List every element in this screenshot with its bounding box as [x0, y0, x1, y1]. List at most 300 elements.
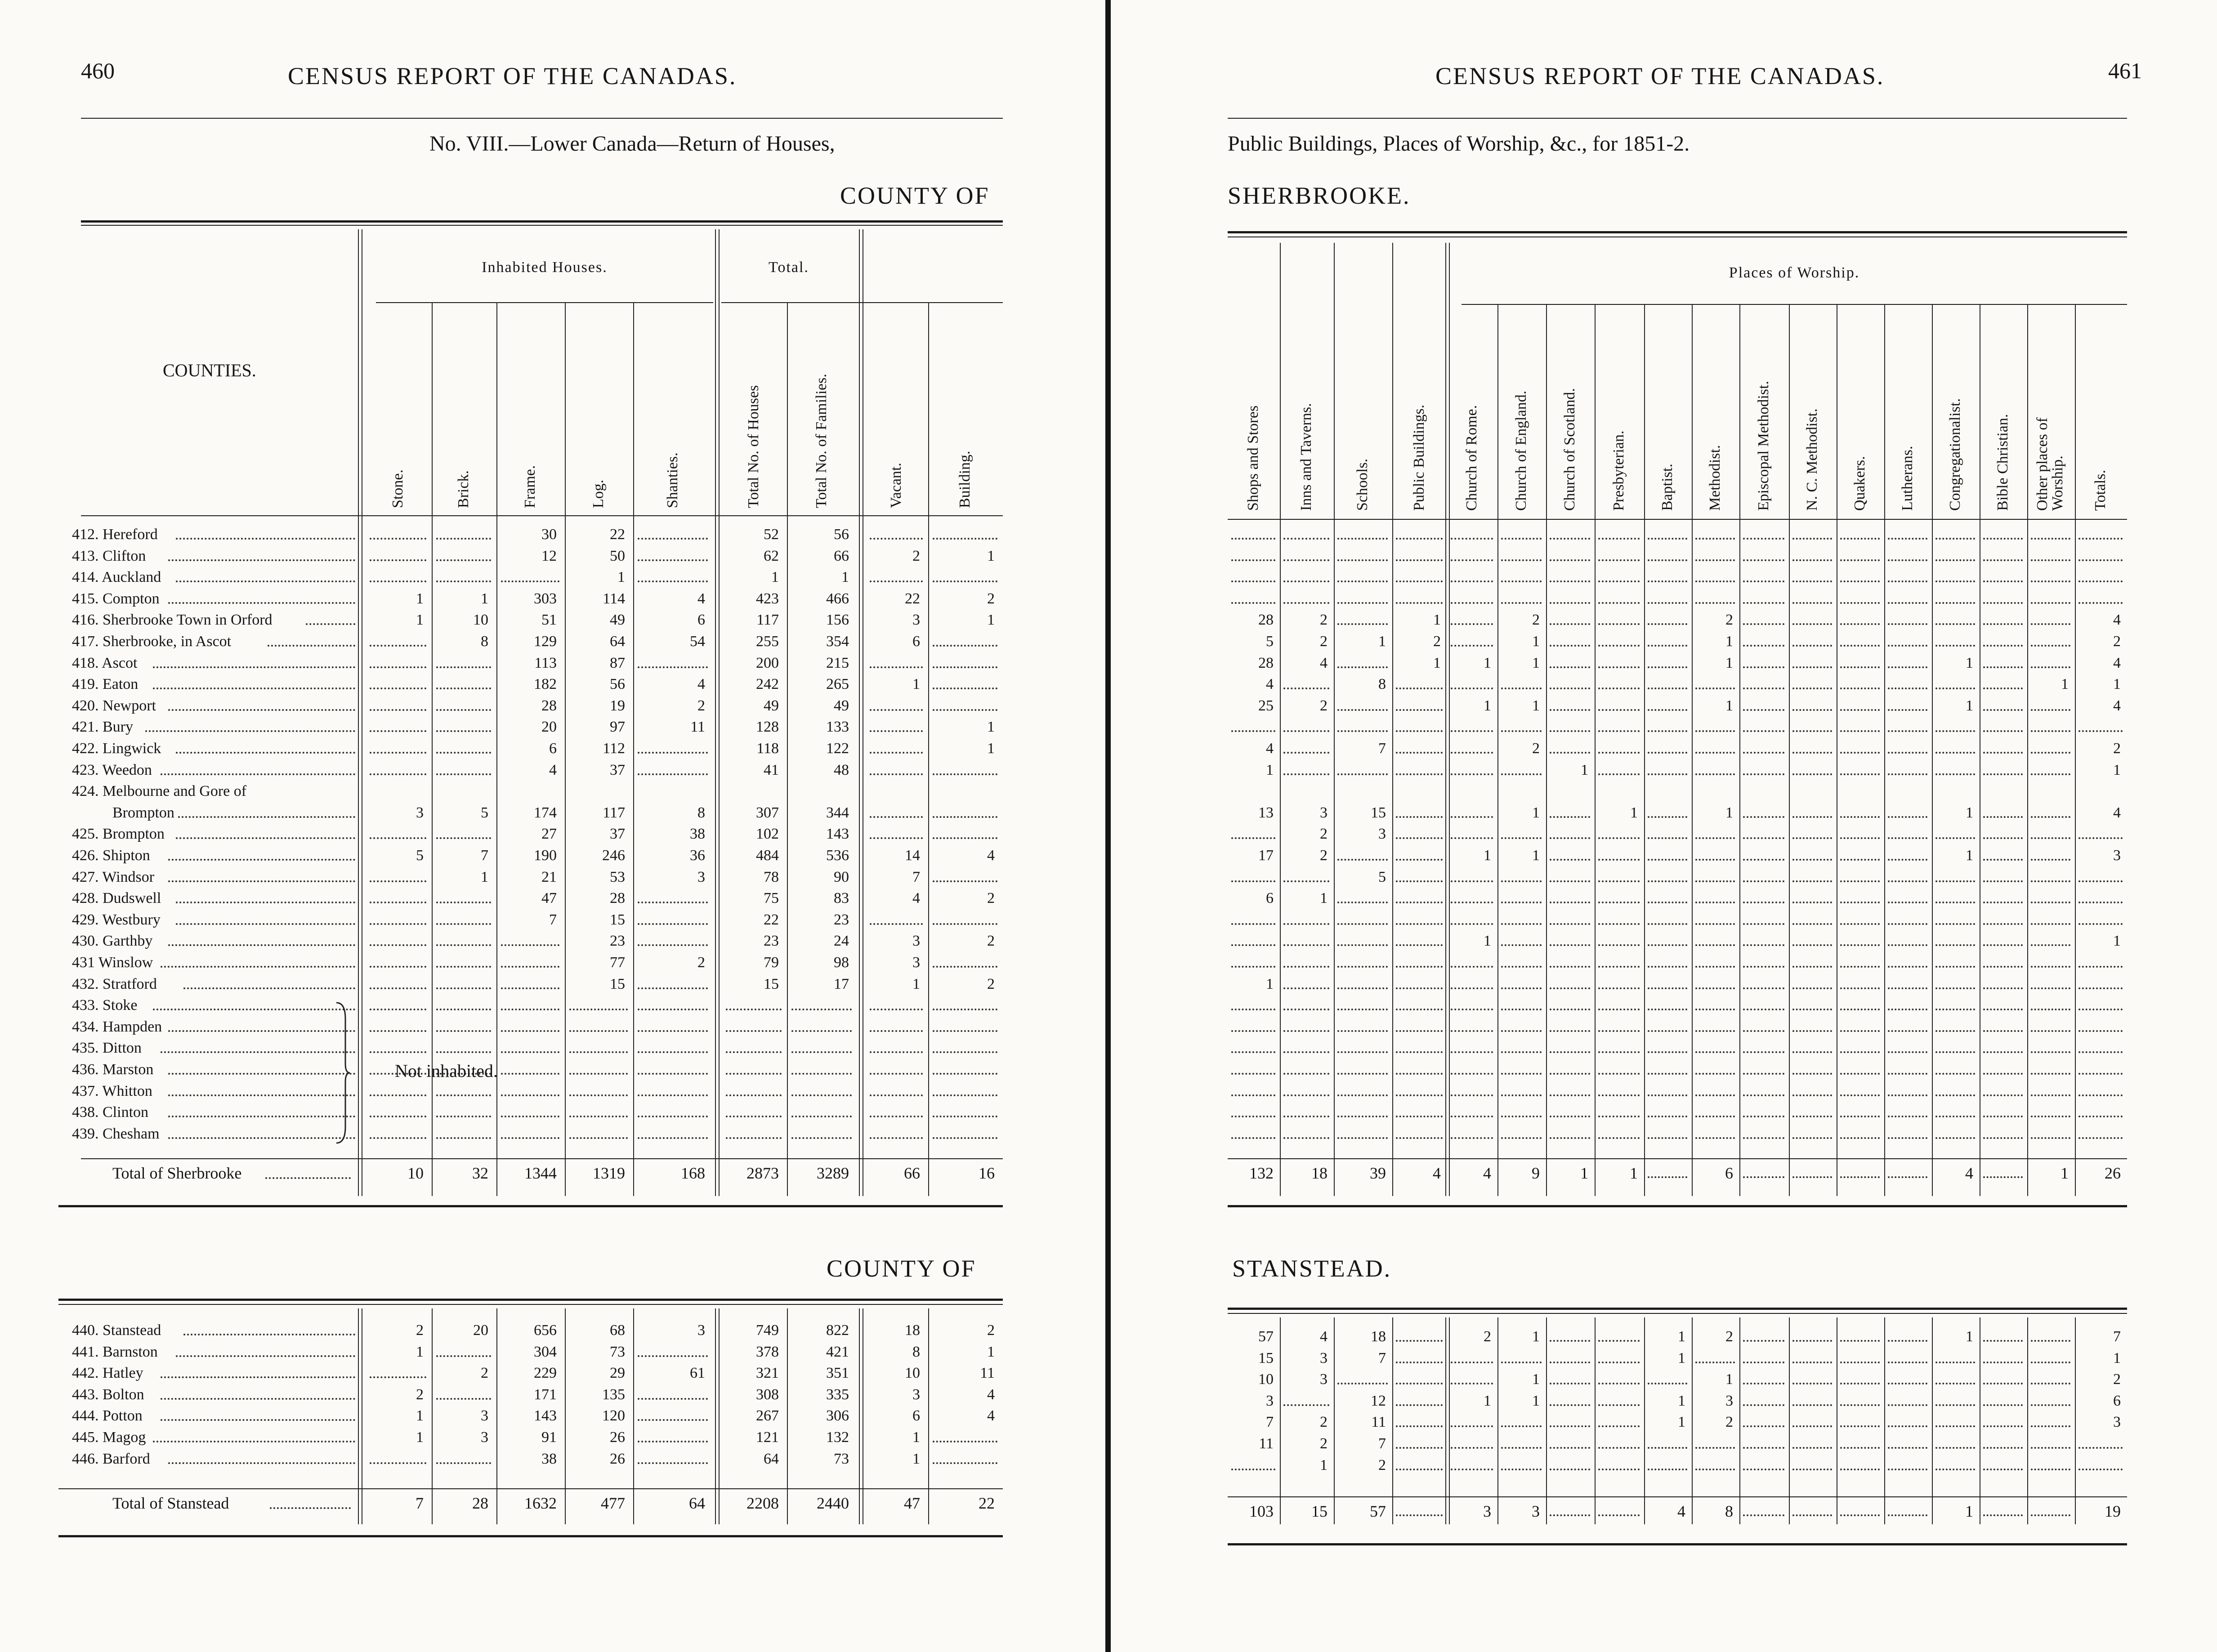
- table-cell: 30: [541, 526, 557, 543]
- empty-cell-dots: [1840, 1424, 1880, 1427]
- table-cell: 2: [481, 1365, 488, 1382]
- total-cell: 18: [1311, 1164, 1328, 1182]
- empty-cell-dots: [870, 580, 923, 582]
- table-cell: 2: [416, 1386, 424, 1403]
- table-cell: 10: [905, 1365, 920, 1382]
- empty-cell-dots: [1550, 580, 1590, 582]
- empty-cell-dots: [1598, 708, 1640, 711]
- table-cell: 1: [1966, 1328, 1973, 1345]
- empty-cell-dots: [870, 537, 923, 540]
- table-cell: 6: [549, 740, 557, 757]
- empty-cell-dots: [1501, 1072, 1542, 1075]
- empty-cell-dots: [2078, 836, 2123, 839]
- county-row-name: 412. Hereford: [72, 526, 158, 543]
- empty-cell-dots: [1396, 1115, 1443, 1117]
- empty-cell-dots: [2031, 537, 2070, 540]
- empty-cell-dots: [1337, 558, 1388, 561]
- left-page: [0, 0, 1106, 1652]
- empty-cell-dots: [1983, 1361, 2023, 1363]
- table-cell: 1: [1725, 804, 1733, 821]
- county-heading: COUNTY OF: [840, 182, 990, 209]
- empty-cell-dots: [1888, 558, 1927, 561]
- table-cell: 1: [912, 1429, 920, 1446]
- empty-cell-dots: [1983, 858, 2023, 861]
- empty-cell-dots: [1983, 1424, 2023, 1427]
- empty-cell-dots: [1792, 558, 1832, 561]
- table-cell: 4: [987, 847, 995, 864]
- empty-cell-dots: [1337, 987, 1388, 989]
- empty-cell-dots: [1598, 1468, 1640, 1470]
- empty-cell-dots: [1598, 729, 1640, 732]
- empty-cell-dots: [1935, 901, 1975, 903]
- group-rule: [376, 302, 713, 303]
- empty-cell-dots: [1840, 580, 1880, 582]
- empty-cell-dots: [1983, 537, 2023, 540]
- empty-cell-dots: [1337, 537, 1388, 540]
- empty-cell-dots: [1695, 1446, 1735, 1449]
- total-rule: [81, 1158, 1003, 1159]
- empty-cell-dots: [1695, 1094, 1735, 1096]
- table-cell: 215: [826, 654, 849, 671]
- empty-cell-dots: [1743, 1175, 1784, 1178]
- empty-cell-dots: [933, 1072, 997, 1075]
- empty-cell-dots: [1550, 1029, 1590, 1032]
- empty-cell-dots: [1840, 1468, 1880, 1470]
- empty-cell-dots: [1283, 1403, 1329, 1406]
- empty-cell-dots: [1743, 772, 1784, 775]
- page-number: 460: [81, 58, 115, 83]
- empty-cell-dots: [569, 1094, 628, 1096]
- table-cell: 17: [1258, 847, 1274, 864]
- table-cell: 1: [987, 612, 995, 629]
- empty-cell-dots: [1983, 815, 2023, 818]
- empty-cell-dots: [1840, 1094, 1880, 1096]
- empty-cell-dots: [1550, 1446, 1590, 1449]
- empty-cell-dots: [2078, 537, 2123, 540]
- table-cell: 4: [2113, 654, 2121, 671]
- empty-cell-dots: [1743, 729, 1784, 732]
- table-cell: 8: [912, 1343, 920, 1360]
- empty-cell-dots: [1792, 1175, 1832, 1178]
- leader-dots: [183, 987, 355, 989]
- empty-cell-dots: [1598, 922, 1640, 925]
- empty-cell-dots: [1935, 987, 1975, 989]
- empty-cell-dots: [1550, 537, 1590, 540]
- empty-cell-dots: [370, 1115, 426, 1117]
- county-row-name: 445. Magog: [72, 1429, 146, 1446]
- table-cell: 3: [1725, 1392, 1733, 1409]
- running-head: CENSUS REPORT OF THE CANADAS.: [288, 63, 737, 89]
- table-cell: 156: [826, 612, 849, 629]
- empty-cell-dots: [436, 665, 491, 668]
- empty-cell-dots: [1743, 708, 1784, 711]
- column-divider: [2027, 304, 2028, 1196]
- empty-cell-dots: [1983, 1446, 2023, 1449]
- empty-cell-dots: [1935, 1008, 1975, 1010]
- empty-cell-dots: [933, 880, 997, 882]
- empty-cell-dots: [1695, 1050, 1735, 1053]
- empty-cell-dots: [1396, 1382, 1443, 1384]
- empty-cell-dots: [1935, 729, 1975, 732]
- empty-cell-dots: [1935, 943, 1975, 946]
- table-cell: 2: [2113, 1371, 2121, 1388]
- county-row-name: 414. Auckland: [72, 569, 161, 586]
- table-cell: 1: [1678, 1414, 1685, 1431]
- empty-cell-dots: [1550, 751, 1590, 754]
- table-cell: 6: [2113, 1392, 2121, 1409]
- empty-cell-dots: [1743, 965, 1784, 968]
- table-cell: 12: [1371, 1392, 1386, 1409]
- table-cell: 90: [834, 868, 849, 885]
- empty-cell-dots: [1695, 836, 1735, 839]
- table-cell: 128: [756, 719, 779, 736]
- table-cell: 4: [1320, 654, 1328, 671]
- table-cell: 4: [1266, 740, 1274, 757]
- empty-cell-dots: [2078, 922, 2123, 925]
- empty-cell-dots: [1695, 580, 1735, 582]
- table-cell: 36: [690, 847, 705, 864]
- empty-cell-dots: [1648, 1008, 1687, 1010]
- not-inhabited-note: Not inhabited.: [395, 1061, 498, 1081]
- table-cell: 2: [987, 1322, 995, 1339]
- leader-dots: [176, 751, 355, 754]
- empty-cell-dots: [933, 1050, 997, 1053]
- empty-cell-dots: [1396, 729, 1443, 732]
- empty-cell-dots: [1396, 558, 1443, 561]
- empty-cell-dots: [1283, 601, 1329, 604]
- empty-cell-dots: [1337, 922, 1388, 925]
- table-cell: 132: [826, 1429, 849, 1446]
- empty-cell-dots: [1550, 708, 1590, 711]
- empty-cell-dots: [569, 1072, 628, 1075]
- total-cell: 64: [689, 1494, 705, 1512]
- empty-cell-dots: [1550, 836, 1590, 839]
- empty-cell-dots: [1840, 1361, 1880, 1363]
- column-divider: [358, 1308, 362, 1524]
- empty-cell-dots: [1283, 1136, 1329, 1139]
- county-row-name: 419. Eaton: [72, 676, 139, 693]
- empty-cell-dots: [1840, 922, 1880, 925]
- empty-cell-dots: [1451, 836, 1493, 839]
- empty-cell-dots: [1501, 537, 1542, 540]
- leader-dots: [176, 537, 355, 540]
- empty-cell-dots: [1840, 1382, 1880, 1384]
- empty-cell-dots: [2078, 1029, 2123, 1032]
- empty-cell-dots: [1501, 729, 1542, 732]
- empty-cell-dots: [1983, 987, 2023, 989]
- empty-cell-dots: [1648, 836, 1687, 839]
- empty-cell-dots: [1648, 965, 1687, 968]
- empty-cell-dots: [1501, 922, 1542, 925]
- empty-cell-dots: [1888, 943, 1927, 946]
- column-header: Inns and Taverns.: [1298, 403, 1314, 511]
- empty-cell-dots: [2031, 1468, 2070, 1470]
- empty-cell-dots: [2078, 558, 2123, 561]
- column-divider: [1644, 304, 1645, 1196]
- table-cell: 4: [912, 890, 920, 907]
- column-header: Log.: [590, 479, 607, 508]
- empty-cell-dots: [2031, 1072, 2070, 1075]
- table-cell: 4: [549, 761, 557, 778]
- empty-cell-dots: [1743, 1072, 1784, 1075]
- table-cell: 1: [1581, 761, 1588, 778]
- table-cell: 1: [912, 975, 920, 992]
- empty-cell-dots: [1396, 880, 1443, 882]
- empty-cell-dots: [1231, 1094, 1275, 1096]
- table-cell: 1: [416, 612, 424, 629]
- table-cell: 14: [905, 847, 920, 864]
- total-cell: 1: [1965, 1502, 1973, 1520]
- empty-cell-dots: [1792, 901, 1832, 903]
- empty-cell-dots: [1888, 1072, 1927, 1075]
- county-row-name: 446. Barford: [72, 1450, 150, 1467]
- empty-cell-dots: [1550, 1361, 1590, 1363]
- empty-cell-dots: [1598, 751, 1640, 754]
- empty-cell-dots: [2031, 708, 2070, 711]
- table-cell: 1: [1433, 654, 1441, 671]
- empty-cell-dots: [1695, 901, 1735, 903]
- empty-cell-dots: [1840, 901, 1880, 903]
- table-cell: 1: [416, 590, 424, 607]
- empty-cell-dots: [1598, 943, 1640, 946]
- empty-cell-dots: [933, 580, 997, 582]
- empty-cell-dots: [1501, 1008, 1542, 1010]
- table-cell: 229: [534, 1365, 557, 1382]
- empty-cell-dots: [1396, 1094, 1443, 1096]
- empty-cell-dots: [1598, 1514, 1640, 1516]
- empty-cell-dots: [2031, 1446, 2070, 1449]
- empty-cell-dots: [1283, 1008, 1329, 1010]
- county-heading-2: STANSTEAD.: [1232, 1255, 1392, 1282]
- empty-cell-dots: [1743, 644, 1784, 647]
- column-divider: [1884, 304, 1885, 1196]
- total-cell: 477: [601, 1494, 625, 1512]
- empty-cell-dots: [1743, 815, 1784, 818]
- header-bottom-rule: [81, 515, 1003, 516]
- table-cell: 351: [826, 1365, 849, 1382]
- table-cell: 2: [1320, 612, 1328, 629]
- empty-cell-dots: [1648, 922, 1687, 925]
- empty-cell-dots: [1935, 836, 1975, 839]
- empty-cell-dots: [2031, 1050, 2070, 1053]
- empty-cell-dots: [638, 1354, 708, 1357]
- column-header: Congregationalist.: [1947, 398, 1963, 511]
- empty-cell-dots: [1550, 1008, 1590, 1010]
- empty-cell-dots: [1501, 580, 1542, 582]
- column-header: Presbyterian.: [1610, 430, 1627, 511]
- total-cell: 57: [1370, 1502, 1386, 1520]
- leader-dots: [306, 622, 355, 625]
- empty-cell-dots: [1840, 622, 1880, 625]
- table-cell: 2: [1725, 1328, 1733, 1345]
- empty-cell-dots: [1888, 751, 1927, 754]
- empty-cell-dots: [933, 836, 997, 839]
- table-cell: 11: [1371, 1414, 1386, 1431]
- empty-cell-dots: [2031, 1008, 2070, 1010]
- empty-cell-dots: [370, 1008, 426, 1010]
- table-cell: 38: [541, 1450, 557, 1467]
- empty-cell-dots: [1983, 1072, 2023, 1075]
- empty-cell-dots: [2031, 644, 2070, 647]
- table-cell: 3: [1266, 1392, 1274, 1409]
- empty-cell-dots: [1550, 729, 1590, 732]
- table-cell: 3: [697, 1322, 705, 1339]
- empty-cell-dots: [1935, 880, 1975, 882]
- table-cell: 51: [541, 612, 557, 629]
- empty-cell-dots: [2078, 1008, 2123, 1010]
- empty-cell-dots: [2031, 772, 2070, 775]
- empty-cell-dots: [1983, 1382, 2023, 1384]
- table-cell: 37: [610, 761, 625, 778]
- empty-cell-dots: [1283, 1050, 1329, 1053]
- empty-cell-dots: [1792, 858, 1832, 861]
- empty-cell-dots: [1792, 687, 1832, 689]
- empty-cell-dots: [1840, 1072, 1880, 1075]
- table-cell: 4: [987, 1386, 995, 1403]
- empty-cell-dots: [1840, 965, 1880, 968]
- empty-cell-dots: [1792, 537, 1832, 540]
- empty-cell-dots: [1648, 1382, 1687, 1384]
- county-row-name: 429. Westbury: [72, 911, 161, 928]
- table-cell: 4: [1266, 676, 1274, 693]
- empty-cell-dots: [1743, 858, 1784, 861]
- table-cell: 61: [690, 1365, 705, 1382]
- empty-cell-dots: [1550, 665, 1590, 668]
- empty-cell-dots: [1396, 1361, 1443, 1363]
- empty-cell-dots: [933, 687, 997, 689]
- empty-cell-dots: [1648, 815, 1687, 818]
- table-cell: 1: [1532, 697, 1540, 714]
- column-divider: [358, 229, 362, 1196]
- column-divider: [715, 229, 720, 1196]
- leader-dots: [145, 729, 355, 732]
- empty-cell-dots: [1840, 1446, 1880, 1449]
- empty-cell-dots: [1550, 880, 1590, 882]
- table-cell: 354: [826, 633, 849, 650]
- empty-cell-dots: [933, 1115, 997, 1117]
- table-cell: 15: [764, 975, 779, 992]
- empty-cell-dots: [638, 1008, 708, 1010]
- empty-cell-dots: [1840, 815, 1880, 818]
- empty-cell-dots: [1935, 772, 1975, 775]
- column-divider: [1739, 1317, 1740, 1524]
- table-cell: 23: [610, 933, 625, 950]
- empty-cell-dots: [1451, 1424, 1493, 1427]
- table-cell: 749: [756, 1322, 779, 1339]
- empty-cell-dots: [1598, 665, 1640, 668]
- table-cell: 112: [603, 740, 625, 757]
- empty-cell-dots: [1983, 580, 2023, 582]
- leader-dots: [176, 836, 355, 839]
- empty-cell-dots: [2031, 1094, 2070, 1096]
- empty-cell-dots: [436, 965, 491, 968]
- empty-cell-dots: [2031, 665, 2070, 668]
- empty-cell-dots: [933, 1461, 997, 1464]
- column-header: Lutherans.: [1899, 446, 1916, 511]
- table-cell: 11: [980, 1365, 995, 1382]
- empty-cell-dots: [436, 1397, 491, 1400]
- empty-cell-dots: [1550, 1339, 1590, 1342]
- empty-cell-dots: [1337, 1072, 1388, 1075]
- total-cell: 19: [2105, 1502, 2121, 1520]
- empty-cell-dots: [1501, 558, 1542, 561]
- empty-cell-dots: [1283, 1072, 1329, 1075]
- empty-cell-dots: [1451, 687, 1493, 689]
- empty-cell-dots: [436, 751, 491, 754]
- empty-cell-dots: [501, 1115, 559, 1117]
- empty-cell-dots: [1743, 687, 1784, 689]
- empty-cell-dots: [1451, 751, 1493, 754]
- table-cell: 1: [1966, 804, 1973, 821]
- empty-cell-dots: [1550, 1468, 1590, 1470]
- total-cell: 168: [681, 1164, 705, 1182]
- empty-cell-dots: [1283, 943, 1329, 946]
- table-cell: 7: [1378, 1435, 1386, 1452]
- leader-dots: [178, 815, 355, 818]
- column-divider: [1445, 243, 1450, 1196]
- empty-cell-dots: [1648, 1029, 1687, 1032]
- empty-cell-dots: [1935, 1424, 1975, 1427]
- empty-cell-dots: [1840, 601, 1880, 604]
- leader-dots: [176, 580, 355, 582]
- empty-cell-dots: [436, 1029, 491, 1032]
- empty-cell-dots: [2031, 751, 2070, 754]
- empty-cell-dots: [791, 1029, 852, 1032]
- empty-cell-dots: [1888, 687, 1927, 689]
- table-cell: 1: [1966, 847, 1973, 864]
- table-cell: 6: [912, 633, 920, 650]
- empty-cell-dots: [1695, 729, 1735, 732]
- table-cell: 7: [1266, 1414, 1274, 1431]
- empty-cell-dots: [1840, 751, 1880, 754]
- empty-cell-dots: [1451, 1468, 1493, 1470]
- empty-cell-dots: [370, 1050, 426, 1053]
- table-cell: 121: [756, 1429, 779, 1446]
- empty-cell-dots: [1695, 1361, 1735, 1363]
- empty-cell-dots: [1501, 1468, 1542, 1470]
- empty-cell-dots: [1648, 580, 1687, 582]
- table-cell: 64: [764, 1450, 779, 1467]
- empty-cell-dots: [1598, 1382, 1640, 1384]
- table-cell: 1: [912, 1450, 920, 1467]
- empty-cell-dots: [1695, 1115, 1735, 1117]
- empty-cell-dots: [1935, 644, 1975, 647]
- empty-cell-dots: [1451, 1446, 1493, 1449]
- empty-cell-dots: [1396, 965, 1443, 968]
- table-cell: 3: [2113, 1414, 2121, 1431]
- empty-cell-dots: [1396, 708, 1443, 711]
- table-cell: 3: [912, 612, 920, 629]
- empty-cell-dots: [1935, 1446, 1975, 1449]
- empty-cell-dots: [1337, 601, 1388, 604]
- empty-cell-dots: [370, 1094, 426, 1096]
- empty-cell-dots: [1888, 1094, 1927, 1096]
- leader-dots: [168, 1461, 355, 1464]
- leader-dots: [168, 1072, 355, 1075]
- table-cell: 1: [1630, 804, 1638, 821]
- empty-cell-dots: [1695, 558, 1735, 561]
- empty-cell-dots: [1283, 687, 1329, 689]
- empty-cell-dots: [370, 751, 426, 754]
- leader-dots: [168, 1029, 355, 1032]
- column-divider: [1595, 1317, 1596, 1524]
- empty-cell-dots: [1598, 1361, 1640, 1363]
- empty-cell-dots: [1983, 1136, 2023, 1139]
- section-end-rule: [58, 1205, 1003, 1207]
- column-header: Church of Scotland.: [1561, 388, 1578, 511]
- empty-cell-dots: [370, 922, 426, 925]
- leader-dots: [153, 1440, 355, 1442]
